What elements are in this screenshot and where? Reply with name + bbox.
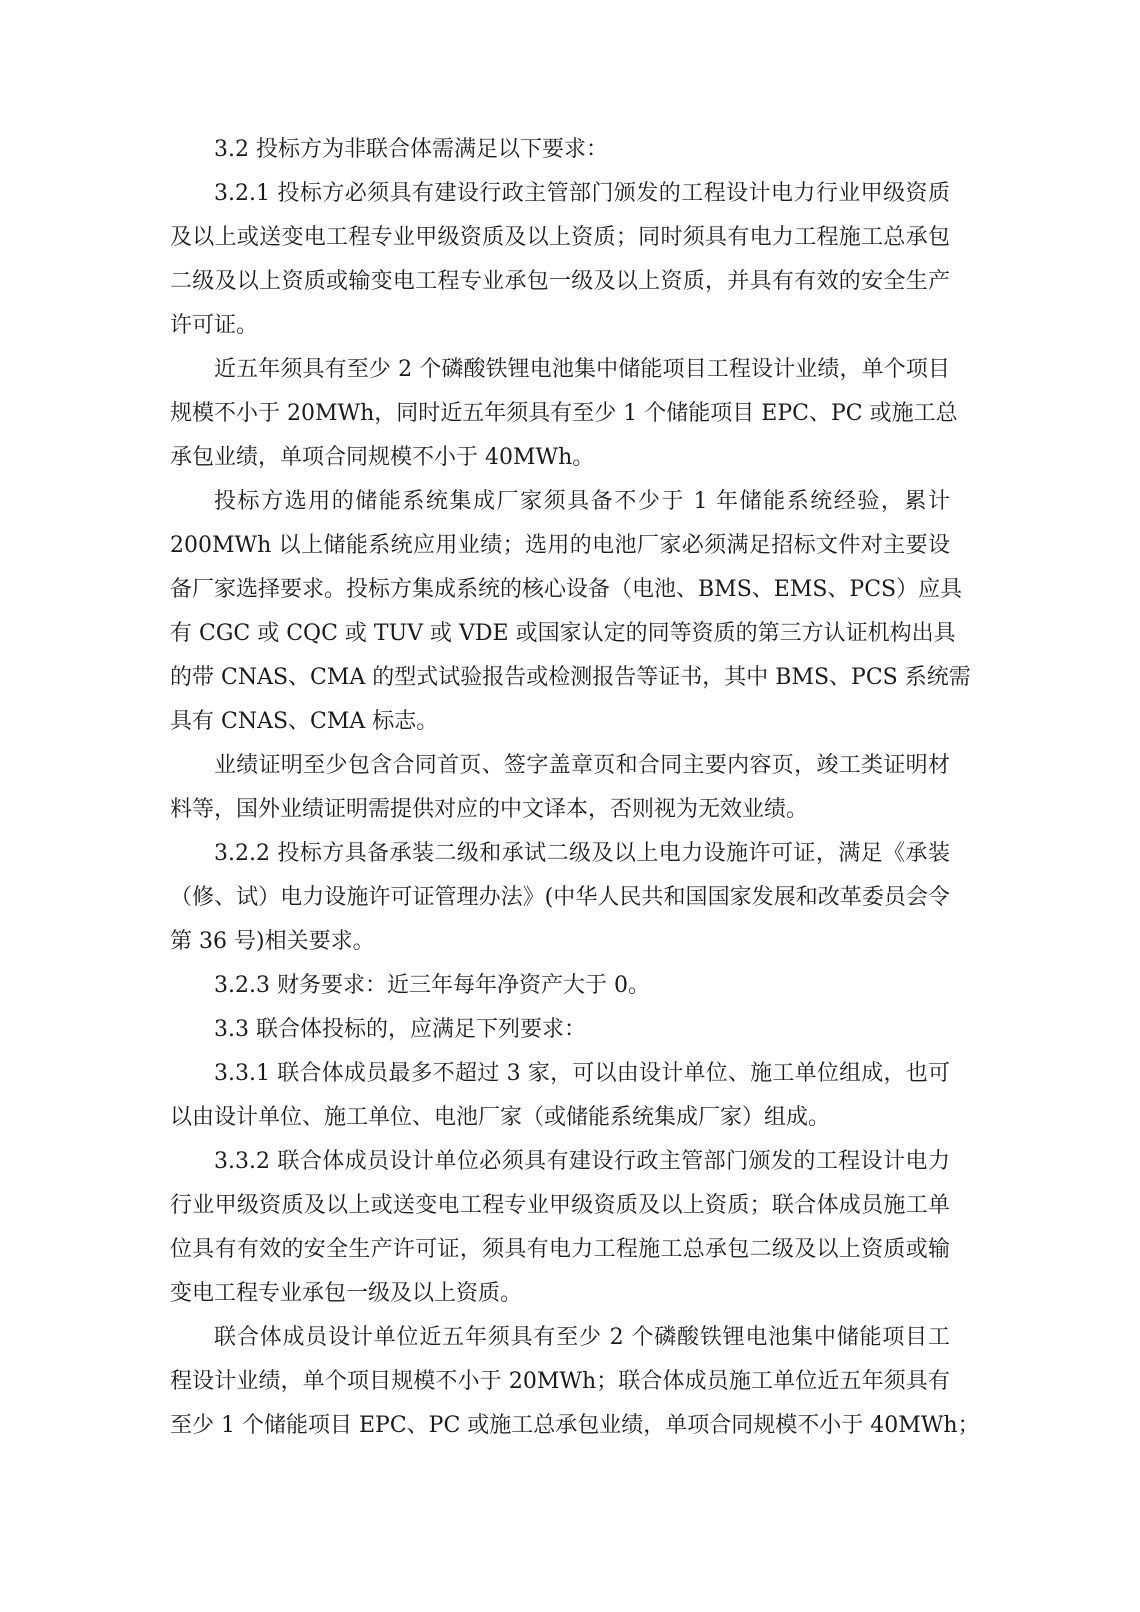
paragraph-line: 3.2.3 财务要求：近三年每年净资产大于 0。 bbox=[214, 973, 650, 998]
paragraph-line: 3.3.1 联合体成员最多不超过 3 家，可以由设计单位、施工单位组成，也可 bbox=[214, 1061, 950, 1086]
paragraph-line: 位具有有效的安全生产许可证，须具有电力工程施工总承包二级及以上资质或输 bbox=[170, 1237, 950, 1262]
paragraph-line: 近五年须具有至少 2 个磷酸铁锂电池集中储能项目工程设计业绩，单个项目 bbox=[214, 357, 950, 382]
paragraph bbox=[170, 964, 950, 1008]
paragraph bbox=[170, 1316, 980, 1448]
paragraph-line: 及以上或送变电工程专业甲级资质及以上资质；同时须具有电力工程施工总承包 bbox=[170, 225, 950, 250]
paragraph bbox=[170, 744, 950, 832]
paragraph bbox=[170, 832, 950, 964]
paragraph-line: 3.3 联合体投标的，应满足下列要求： bbox=[214, 1017, 586, 1042]
paragraph-line: 3.3.2 联合体成员设计单位必须具有建设行政主管部门颁发的工程设计电力 bbox=[214, 1149, 950, 1174]
paragraph-line: 业绩证明至少包含合同首页、签字盖章页和合同主要内容页，竣工类证明材 bbox=[214, 753, 950, 778]
paragraph-line: 有 CGC 或 CQC 或 TUV 或 VDE 或国家认定的同等资质的第三方认证机构出具 bbox=[170, 621, 956, 646]
paragraph-line: 具有 CNAS、CMA 标志。 bbox=[170, 709, 439, 734]
paragraph-line: 备厂家选择要求。投标方集成系统的核心设备（电池、BMS、EMS、PCS）应具 bbox=[170, 577, 963, 602]
paragraph-line: 规模不小于 20MWh，同时近五年须具有至少 1 个储能项目 EPC、PC 或施工总 bbox=[170, 401, 958, 426]
paragraph-line: 承包业绩，单项合同规模不小于 40MWh。 bbox=[170, 445, 595, 470]
paragraph-line: 3.2 投标方为非联合体需满足以下要求： bbox=[214, 137, 608, 162]
paragraph-line: 的带 CNAS、CMA 的型式试验报告或检测报告等证书，其中 BMS、PCS 系统需 bbox=[170, 665, 971, 690]
paragraph-line: 至少 1 个储能项目 EPC、PC 或施工总承包业绩，单项合同规模不小于 40MWh； bbox=[170, 1413, 980, 1438]
paragraph-line: 变电工程专业承包一级及以上资质。 bbox=[170, 1281, 523, 1306]
paragraph bbox=[170, 1052, 950, 1140]
paragraph-line: 料等，国外业绩证明需提供对应的中文译本，否则视为无效业绩。 bbox=[170, 797, 809, 822]
paragraph-line: 3.2.1 投标方必须具有建设行政主管部门颁发的工程设计电力行业甲级资质 bbox=[214, 181, 950, 206]
paragraph-line: 以由设计单位、施工单位、电池厂家（或储能系统集成厂家）组成。 bbox=[170, 1105, 831, 1130]
paragraph-line: 行业甲级资质及以上或送变电工程专业甲级资质及以上资质；联合体成员施工单 bbox=[170, 1193, 950, 1218]
paragraph-line: 联合体成员设计单位近五年须具有至少 2 个磷酸铁锂电池集中储能项目工 bbox=[214, 1325, 950, 1350]
paragraph-line: 第 36 号)相关要求。 bbox=[170, 929, 375, 954]
paragraph-line: （修、试）电力设施许可证管理办法》(中华人民共和国国家发展和改革委员会令 bbox=[170, 885, 950, 910]
paragraph-line: 3.2.2 投标方具备承装二级和承试二级及以上电力设施许可证，满足《承装 bbox=[214, 841, 950, 866]
paragraph bbox=[170, 1008, 950, 1052]
paragraph-line: 二级及以上资质或输变电工程专业承包一级及以上资质，并具有有效的安全生产 bbox=[170, 269, 950, 294]
paragraph-line: 程设计业绩，单个项目规模不小于 20MWh；联合体成员施工单位近五年须具有 bbox=[170, 1369, 950, 1394]
paragraph bbox=[170, 480, 971, 744]
document-body bbox=[170, 128, 980, 1448]
paragraph bbox=[170, 348, 958, 480]
paragraph bbox=[170, 1140, 950, 1316]
paragraph bbox=[170, 128, 950, 172]
paragraph-line: 投标方选用的储能系统集成厂家须具备不少于 1 年储能系统经验，累计 bbox=[214, 489, 950, 514]
paragraph-line: 200MWh 以上储能系统应用业绩；选用的电池厂家必须满足招标文件对主要设 bbox=[170, 533, 950, 558]
paragraph-line: 许可证。 bbox=[170, 313, 259, 338]
paragraph bbox=[170, 172, 950, 348]
